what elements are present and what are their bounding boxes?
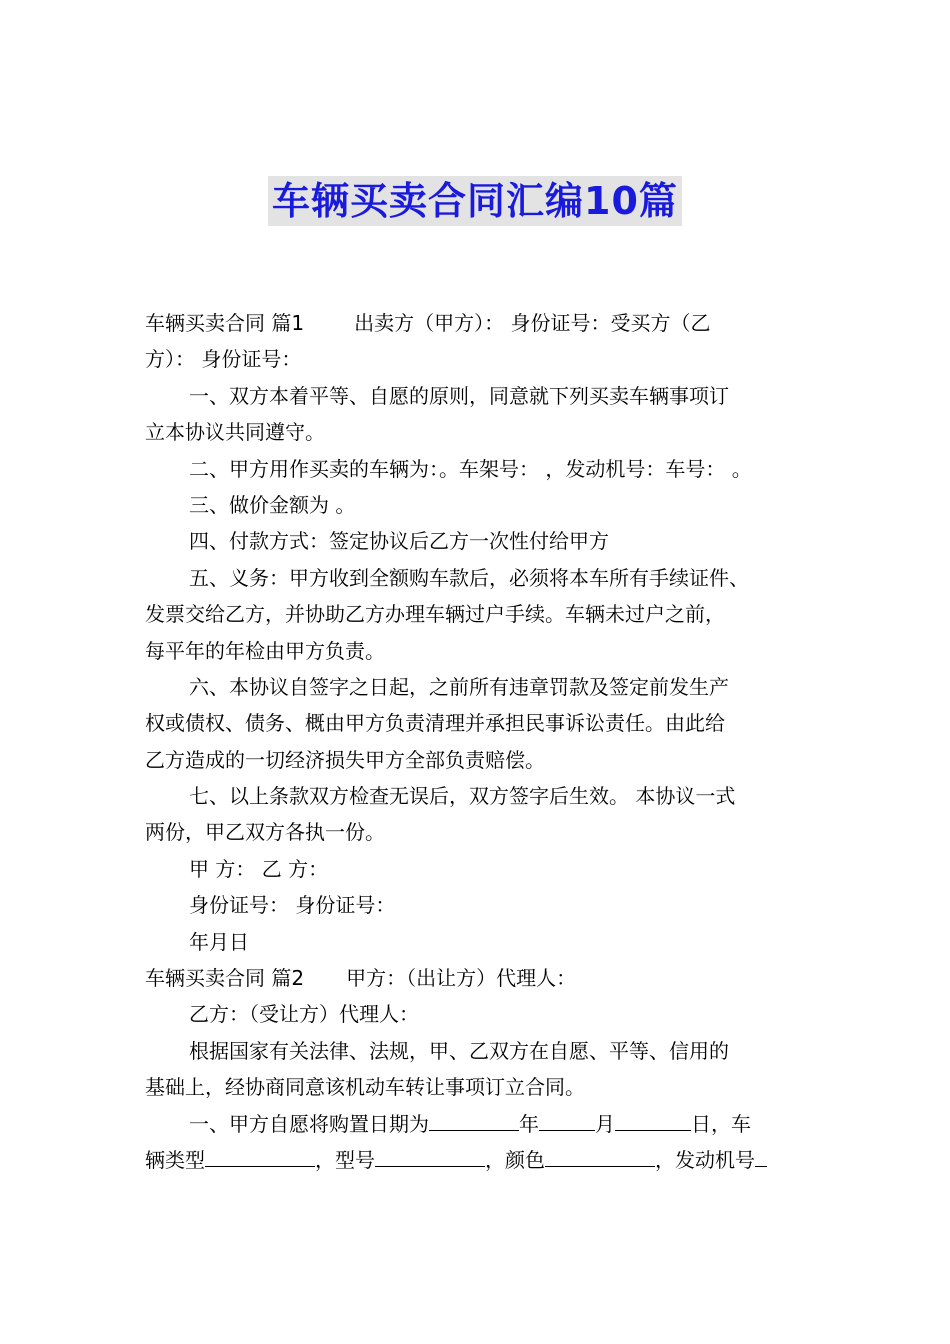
contract1-clause6-a: 六、本协议自签字之日起，之前所有违章罚款及签定前发生产 <box>189 674 729 699</box>
purchase-day-blank[interactable] <box>615 1110 691 1131</box>
contract1-heading-line <box>145 305 810 341</box>
engine-number-label: ，发动机号 <box>655 1147 755 1172</box>
purchase-year-blank[interactable] <box>429 1110 519 1131</box>
contract1-clause3: 三、做价金额为 。 <box>189 492 356 517</box>
clause1-year-label: 年 <box>519 1111 539 1136</box>
contract1-parties-line1: 出卖方（甲方）： 身份证号：受买方（乙 <box>354 311 711 335</box>
contract1-clause1-a: 一、双方本着平等、自愿的原则，同意就下列买卖车辆事项订 <box>189 383 729 408</box>
contract2-preamble-b: 基础上，经协商同意该机动车转让事项订立合同。 <box>145 1075 585 1100</box>
document-body <box>145 305 810 1178</box>
contract2-preamble-a: 根据国家有关法律、法规，甲、乙双方在自愿、平等、信用的 <box>189 1038 729 1063</box>
contract1-clause4: 四、付款方式：签定协议后乙方一次性付给甲方 <box>189 529 609 554</box>
contract2-heading-line <box>145 960 810 996</box>
vehicle-type-label: 辆类型 <box>145 1147 205 1172</box>
model-blank[interactable] <box>375 1146 485 1167</box>
document-title: 车辆买卖合同汇编10篇 <box>268 176 682 226</box>
contract1-parties-line2: 方）： 身份证号： <box>145 347 302 372</box>
contract1-sign-date: 年月日 <box>189 929 249 954</box>
contract1-sign-parties: 甲 方： 乙 方： <box>189 856 329 881</box>
clause1-month-label: 月 <box>595 1111 615 1136</box>
title-container <box>0 176 950 226</box>
contract2-clause1-line1 <box>145 1106 810 1142</box>
contract1-clause7-b: 两份，甲乙双方各执一份。 <box>145 820 385 845</box>
contract2-heading: 车辆买卖合同 篇2 <box>145 966 305 991</box>
color-label: ，颜色 <box>485 1147 545 1172</box>
engine-number-blank[interactable] <box>755 1146 767 1167</box>
contract2-clause1-line2 <box>145 1142 810 1178</box>
clause1-prefix: 一、甲方自愿将购置日期为 <box>189 1111 429 1136</box>
contract1-clause5-b: 发票交给乙方，并协助乙方办理车辆过户手续。车辆未过户之前， <box>145 602 725 627</box>
contract1-clause6-c: 乙方造成的一切经济损失甲方全部负责赔偿。 <box>145 747 545 772</box>
contract1-clause2: 二、甲方用作买卖的车辆为：。车架号： ，发动机号：车号： 。 <box>189 456 752 481</box>
contract1-heading: 车辆买卖合同 篇1 <box>145 311 305 335</box>
contract1-clause5-c: 每平年的年检由甲方负责。 <box>145 638 385 663</box>
model-label: ，型号 <box>315 1147 375 1172</box>
color-blank[interactable] <box>545 1146 655 1167</box>
contract1-sign-ids: 身份证号： 身份证号： <box>189 893 396 918</box>
clause1-day-label: 日，车 <box>691 1111 751 1136</box>
purchase-month-blank[interactable] <box>539 1110 595 1131</box>
contract1-clause5-a: 五、义务：甲方收到全额购车款后，必须将本车所有手续证件、 <box>189 565 749 590</box>
contract2-party-b: 乙方：（受让方）代理人： <box>189 1002 419 1027</box>
contract1-clause1-b: 立本协议共同遵守。 <box>145 420 325 445</box>
contract1-clause6-b: 权或债权、债务、概由甲方负责清理并承担民事诉讼责任。由此给 <box>145 711 725 736</box>
contract1-clause7-a: 七、以上条款双方检查无误后，双方签字后生效。 本协议一式 <box>189 784 736 809</box>
contract2-party-a: 甲方：（出让方）代理人： <box>346 966 577 991</box>
vehicle-type-blank[interactable] <box>205 1146 315 1167</box>
